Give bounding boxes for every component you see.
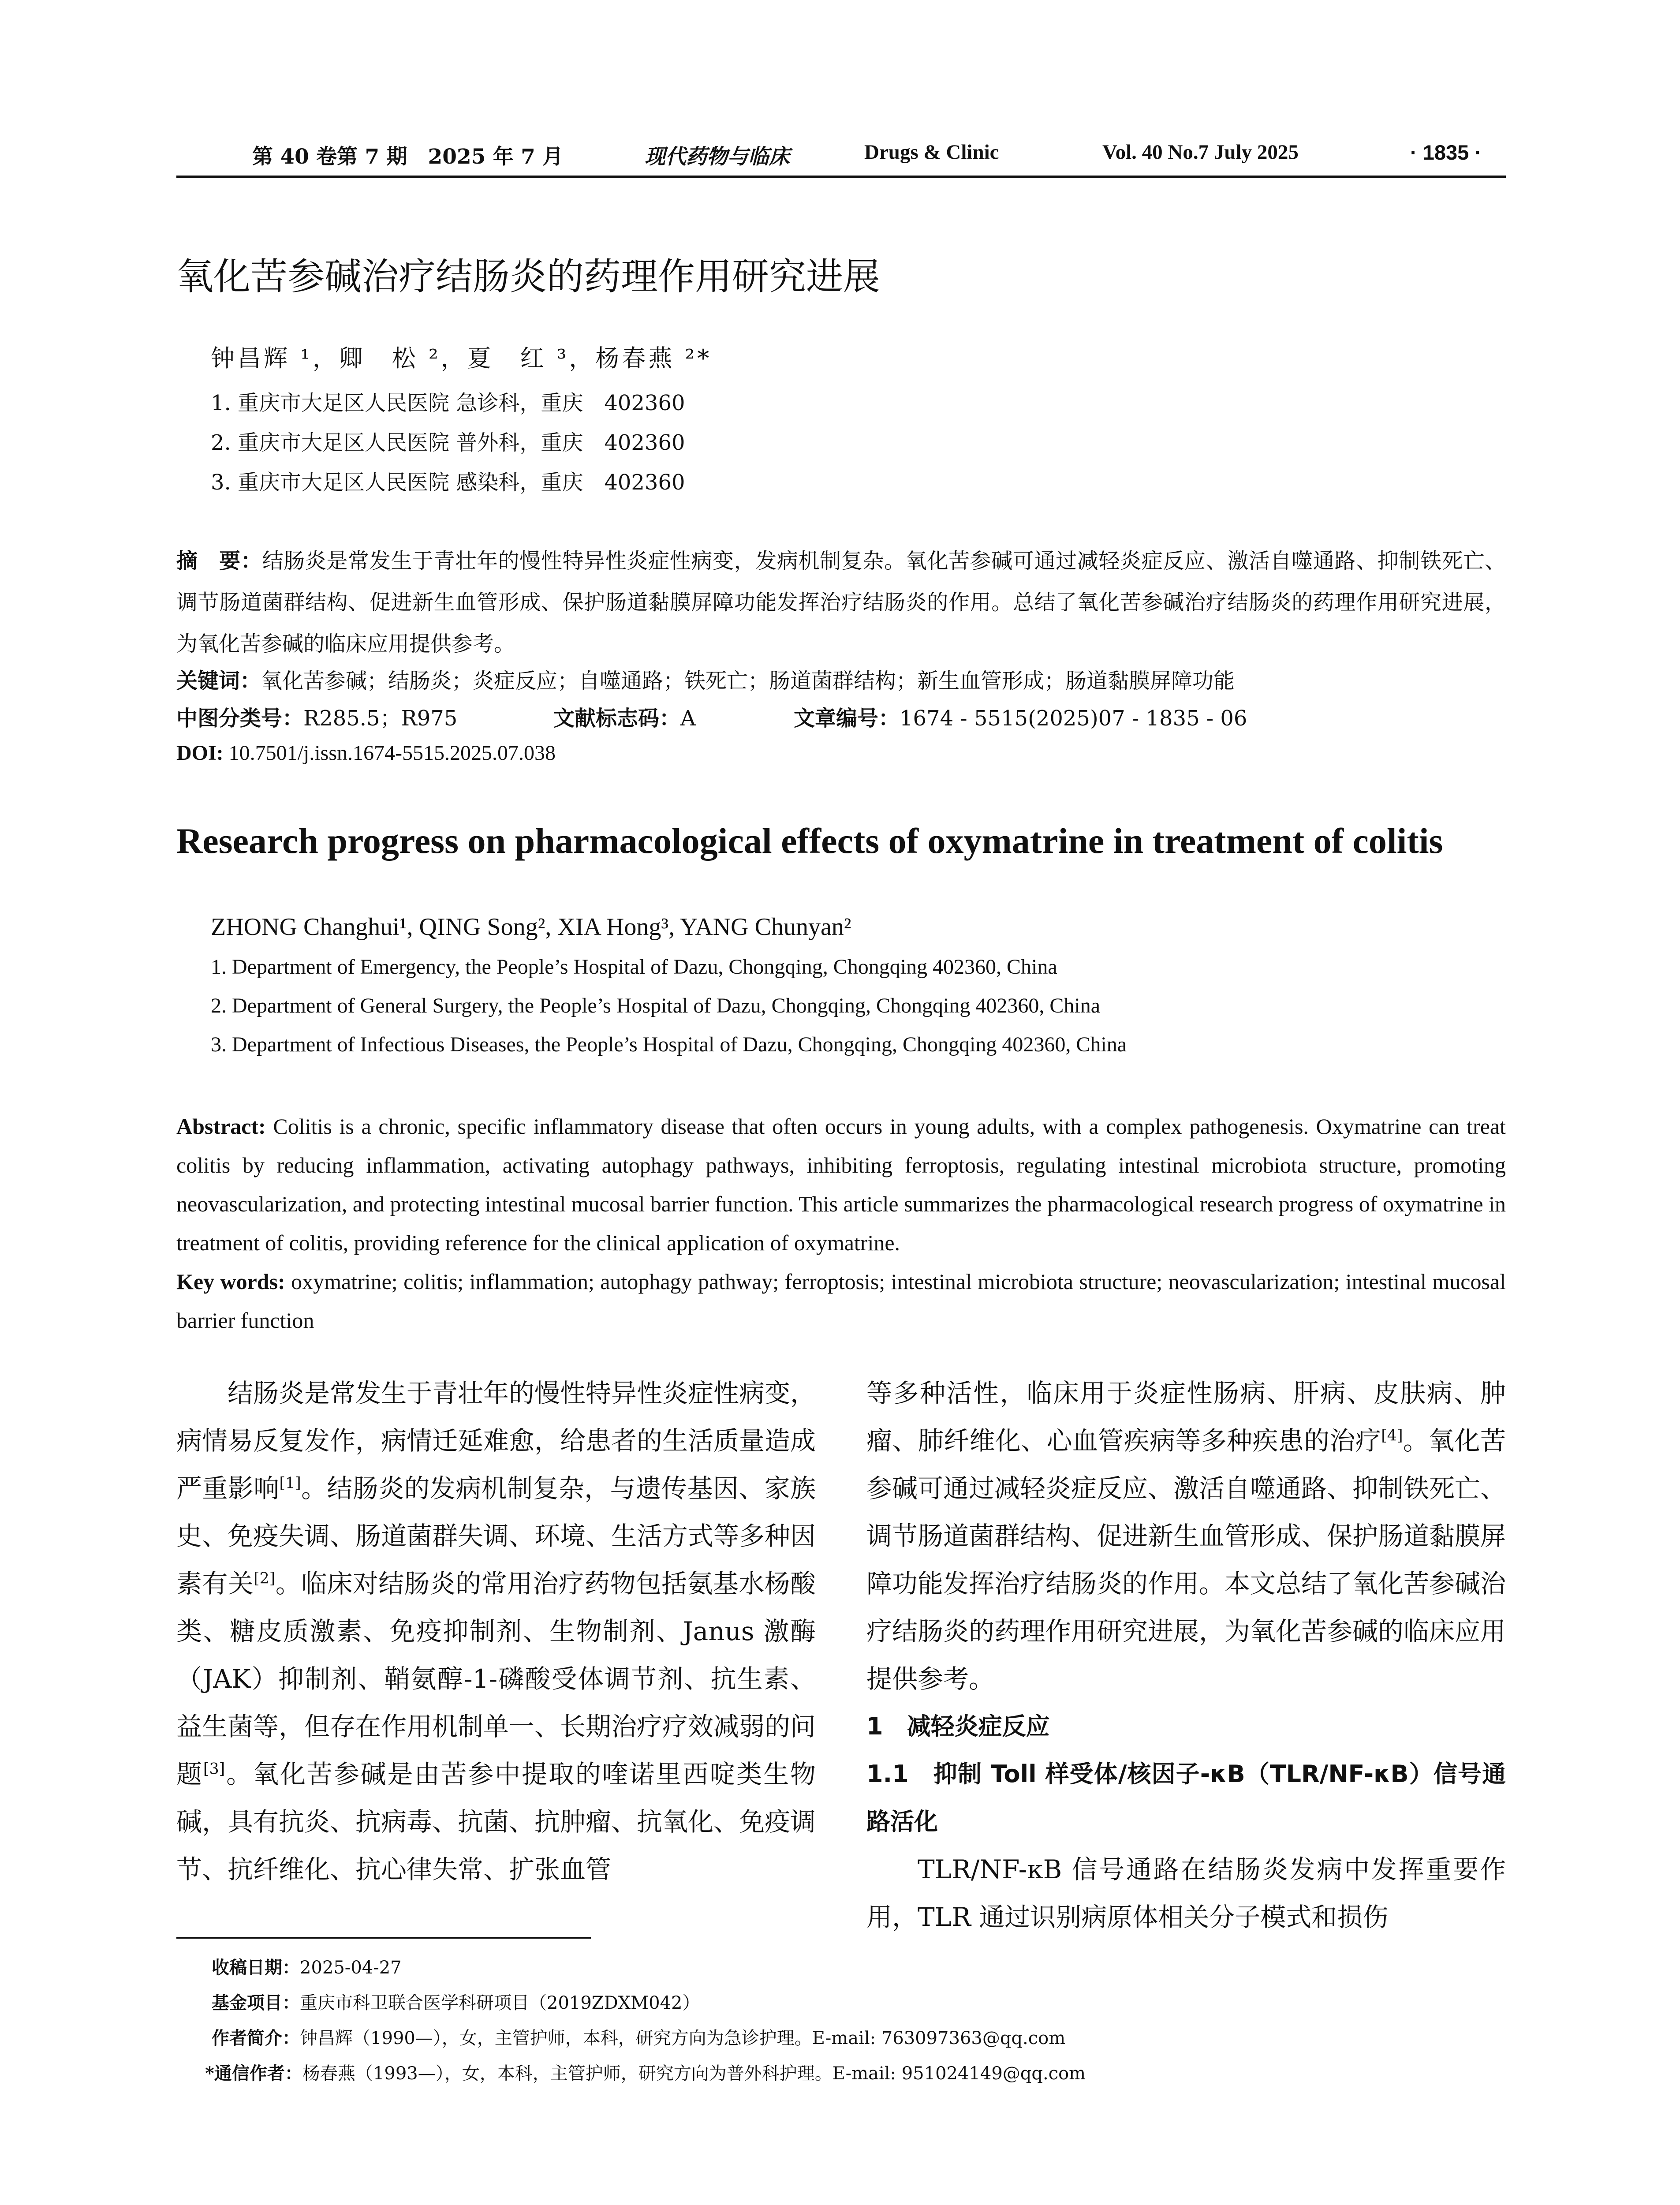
footnote-fund-label: 基金项目： [212, 1992, 300, 2013]
authors-cn: 钟昌辉 ¹，卿 松 ²，夏 红 ³，杨春燕 ²* [211, 344, 712, 372]
keywords-en [176, 1262, 1506, 1340]
footnote-corresponding-value: 杨春燕（1993—），女，本科，主管护师，研究方向为普外科护理。E-mail: 951024149@qq.com [302, 2063, 1086, 2084]
affiliation-en-3: 3. Department of Infectious Diseases, the People’s Hospital of Dazu, Chongqing, Chongqing 402360, China [211, 1033, 1127, 1056]
clc-label: 中图分类号： [176, 706, 304, 731]
keywords-cn [176, 660, 1506, 702]
header-volume-cn: 第 40 卷第 7 期 2025 年 7 月 [252, 145, 564, 169]
body-paragraph-continued [866, 1369, 1506, 1703]
citation-3: [3] [203, 1760, 225, 1778]
footnote-received [212, 1954, 402, 1979]
affiliation-en-1: 1. Department of Emergency, the People’s Hospital of Dazu, Chongqing, Chongqing 402360, China [211, 955, 1057, 979]
section-heading-1: 1 减轻炎症反应 [866, 1712, 1050, 1740]
affiliation-cn-2: 2. 重庆市大足区人民医院 普外科，重庆 402360 [211, 430, 685, 455]
section-heading-1-1: 1.1 抑制 Toll 样受体/核因子-κB（TLR/NF-κB）信号通路活化 [866, 1760, 1506, 1835]
citation-1: [1] [279, 1474, 301, 1492]
article-number-label: 文章编号： [794, 706, 900, 731]
authors-en: ZHONG Changhui¹, QING Song², XIA Hong³, YANG Chunyan² [211, 913, 851, 941]
body-text: 。结肠炎的发病机制复杂，与遗传基因、家族史、免疫失调、肠道菌群失调、环境、生活方式等多种因素有关 [176, 1473, 816, 1599]
footnote-rule [176, 1937, 591, 1939]
abstract-cn-text: 结肠炎是常发生于青壮年的慢性特异性炎症性病变，发病机制复杂。氧化苦参碱可通过减轻炎症反应、激活自噬通路、抑制铁死亡、调节肠道菌群结构、促进新生血管形成、保护肠道黏膜屏障功能发挥治疗结肠炎的作用。总结了氧化苦参碱治疗结肠炎的药理作用研究进展，为氧化苦参碱的临床应用提供参考。 [176, 549, 1506, 656]
citation-4: [4] [1381, 1427, 1403, 1445]
footnote-fund-value: 重庆市科卫联合医学科研项目（2019ZDXM042） [300, 1993, 700, 2013]
article-number [794, 701, 1247, 732]
header-rule [176, 176, 1506, 178]
footnote-author [212, 2024, 1065, 2049]
body-text: 等多种活性，临床用于炎症性肠病、肝病、皮肤病、肿瘤、肺纤维化、心血管疾病等多种疾患的治疗 [866, 1378, 1506, 1456]
body-left-column [176, 1369, 816, 1893]
doi-line [176, 741, 556, 765]
affiliation-cn-1: 1. 重庆市大足区人民医院 急诊科，重庆 402360 [211, 391, 685, 415]
doc-code-value: A [680, 706, 696, 731]
abstract-en-text: Colitis is a chronic, specific inflammatory disease that often occurs in young adults, with a complex pathogenesis. Oxymatrine can treat colitis by reducing inflammation, activating autophagy pathways, inhibiting ferroptosis, regulating intestinal microbiota structure, promoting neovascularization, and protecting intestinal mucosal barrier function. This article summarizes the pharmacological research progress of oxymatrine in treatment of colitis, providing reference for the clinical application of oxymatrine. [176, 1114, 1506, 1255]
header-page-number: · 1835 · [1410, 141, 1482, 164]
footnote-corresponding [205, 2059, 1086, 2085]
affiliation-en-2: 2. Department of General Surgery, the People’s Hospital of Dazu, Chongqing, Chongqing 402360, China [211, 994, 1101, 1017]
abstract-en [176, 1107, 1506, 1262]
body-text: 结肠炎是常发生于青壮年的慢性特异性炎症性病变，病情易反复发作，病情迁延难愈，给患者的生活质量造成严重影响 [176, 1378, 816, 1503]
body-text: 。氧化苦参碱是由苦参中提取的喹诺里西啶类生物碱，具有抗炎、抗病毒、抗菌、抗肿瘤、抗氧化、免疫调节、抗纤维化、抗心律失常、扩张血管 [176, 1759, 816, 1884]
keywords-cn-text: 氧化苦参碱；结肠炎；炎症反应；自噬通路；铁死亡；肠道菌群结构；新生血管形成；肠道黏膜屏障功能 [261, 669, 1235, 693]
citation-2: [2] [254, 1570, 276, 1588]
affiliation-cn-3: 3. 重庆市大足区人民医院 感染科，重庆 402360 [211, 470, 685, 495]
header-journal-cn: 现代药物与临床 [645, 145, 790, 169]
footnote-received-label: 收稿日期： [212, 1957, 300, 1978]
footnote-fund [212, 1989, 700, 2014]
body-text: 。氧化苦参碱可通过减轻炎症反应、激活自噬通路、抑制铁死亡、调节肠道菌群结构、促进新生血管形成、保护肠道黏膜屏障功能发挥治疗结肠炎的作用。本文总结了氧化苦参碱治疗结肠炎的药理作用研究进展，为氧化苦参碱的临床应用提供参考。 [866, 1426, 1506, 1694]
header-volume-en: Vol. 40 No.7 July 2025 [1102, 141, 1299, 164]
doi-label: DOI: [176, 741, 224, 765]
classification-line [176, 701, 457, 732]
header-journal-en: Drugs & Clinic [864, 141, 999, 164]
keywords-en-text: oxymatrine; colitis; inflammation; autophagy pathway; ferroptosis; intestinal microbiota structure; neovascularization; intestinal mucosal barrier function [176, 1269, 1506, 1333]
footnote-corresponding-label: *通信作者： [205, 2063, 302, 2084]
clc-value: R285.5；R975 [303, 706, 458, 731]
footnote-author-label: 作者简介： [212, 2028, 300, 2048]
footnote-received-value: 2025-04-27 [300, 1958, 402, 1978]
doc-code-label: 文献标志码： [553, 706, 681, 731]
body-paragraph-1 [176, 1369, 816, 1893]
abstract-cn [176, 540, 1506, 665]
title-en: Research progress on pharmacological effects of oxymatrine in treatment of colitis [176, 821, 1443, 861]
abstract-en-label: Abstract: [176, 1114, 266, 1139]
keywords-en-label: Key words: [176, 1269, 285, 1294]
doc-code [553, 701, 696, 732]
body-text: 。临床对结肠炎的常用治疗药物包括氨基水杨酸类、糖皮质激素、免疫抑制剂、生物制剂、Janus 激酶（JAK）抑制剂、鞘氨醇-1-磷酸受体调节剂、抗生素、益生菌等，但存在作用机制单一、长期治疗疗效减弱的问题 [176, 1569, 816, 1789]
keywords-cn-label: 关键词： [176, 669, 261, 693]
body-paragraph-2: TLR/NF-κB 信号通路在结肠炎发病中发挥重要作用，TLR 通过识别病原体相关分子模式和损伤 [866, 1854, 1506, 1932]
footnote-author-value: 钟昌辉（1990—），女，主管护师，本科，研究方向为急诊护理。E-mail: 763097363@qq.com [300, 2028, 1066, 2048]
doi-value: 10.7501/j.issn.1674-5515.2025.07.038 [223, 741, 556, 765]
abstract-cn-label: 摘 要： [176, 549, 262, 573]
title-cn: 氧化苦参碱治疗结肠炎的药理作用研究进展 [176, 255, 881, 298]
body-right-column [866, 1369, 1506, 1941]
article-number-value: 1674 - 5515(2025)07 - 1835 - 06 [900, 706, 1247, 731]
